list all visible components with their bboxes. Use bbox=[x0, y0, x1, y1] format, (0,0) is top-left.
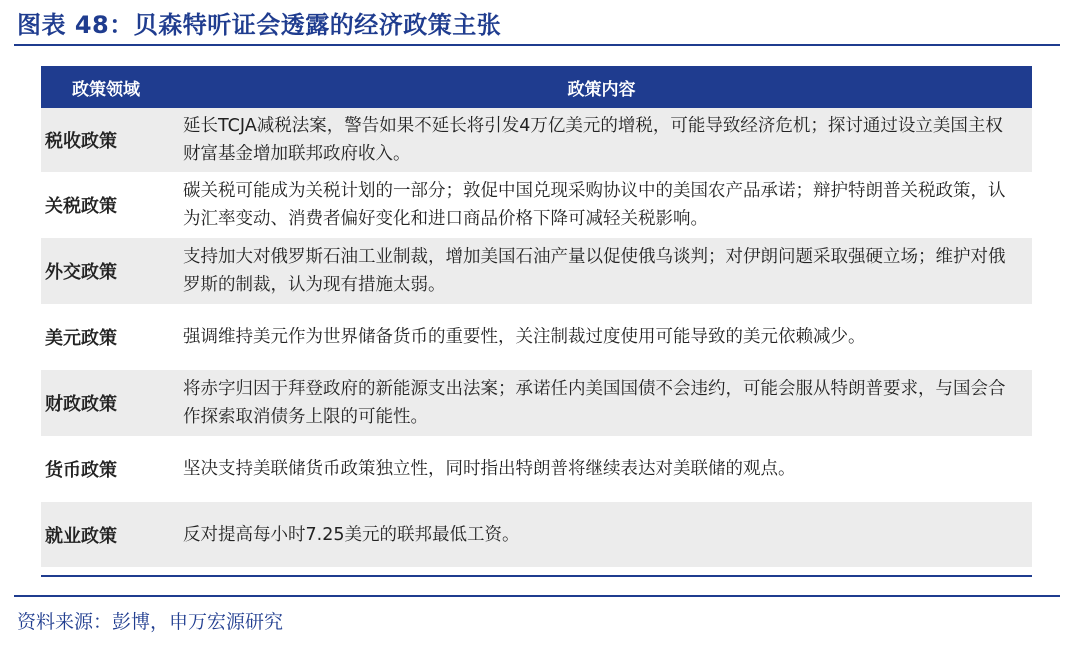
policy-content-cell: 延长TCJA减税法案，警告如果不延长将引发4万亿美元的增税，可能导致经济危机；探讨通过设立美国主权财富基金增加联邦政府收入。 bbox=[171, 108, 1032, 172]
policy-area-cell: 税收政策 bbox=[41, 108, 171, 172]
header-policy-area: 政策领域 bbox=[41, 66, 171, 108]
policy-content-cell: 强调维持美元作为世界储备货币的重要性，关注制裁过度使用可能导致的美元依赖减少。 bbox=[171, 304, 1032, 370]
table-row bbox=[41, 238, 1032, 304]
header-policy-content: 政策内容 bbox=[171, 66, 1032, 108]
policy-area-cell: 美元政策 bbox=[41, 304, 171, 370]
policy-content-cell: 反对提高每小时7.25美元的联邦最低工资。 bbox=[171, 502, 1032, 567]
table-row bbox=[41, 172, 1032, 238]
footer-divider bbox=[14, 595, 1060, 597]
table-row bbox=[41, 304, 1032, 370]
table-row bbox=[41, 436, 1032, 502]
table-header-row bbox=[41, 66, 1032, 108]
title-divider bbox=[14, 44, 1060, 46]
source-note: 资料来源：彭博，申万宏源研究 bbox=[17, 611, 284, 633]
policy-table bbox=[41, 66, 1032, 567]
table-row bbox=[41, 108, 1032, 172]
policy-content-cell: 支持加大对俄罗斯石油工业制裁，增加美国石油产量以促使俄乌谈判；对伊朗问题采取强硬立场；维护对俄罗斯的制裁，认为现有措施太弱。 bbox=[171, 238, 1032, 304]
policy-content-cell: 将赤字归因于拜登政府的新能源支出法案；承诺任内美国国债不会违约，可能会服从特朗普要求，与国会合作探索取消债务上限的可能性。 bbox=[171, 370, 1032, 436]
table-row bbox=[41, 370, 1032, 436]
policy-area-cell: 货币政策 bbox=[41, 436, 171, 502]
table-row bbox=[41, 502, 1032, 567]
policy-content-cell: 碳关税可能成为关税计划的一部分；敦促中国兑现采购协议中的美国农产品承诺；辩护特朗普关税政策，认为汇率变动、消费者偏好变化和进口商品价格下降可减轻关税影响。 bbox=[171, 172, 1032, 238]
policy-area-cell: 关税政策 bbox=[41, 172, 171, 238]
policy-area-cell: 外交政策 bbox=[41, 238, 171, 304]
figure-title: 图表 48：贝森特听证会透露的经济政策主张 bbox=[17, 11, 502, 39]
table-bottom-divider bbox=[41, 575, 1032, 577]
policy-area-cell: 就业政策 bbox=[41, 502, 171, 567]
policy-content-cell: 坚决支持美联储货币政策独立性，同时指出特朗普将继续表达对美联储的观点。 bbox=[171, 436, 1032, 502]
policy-area-cell: 财政政策 bbox=[41, 370, 171, 436]
